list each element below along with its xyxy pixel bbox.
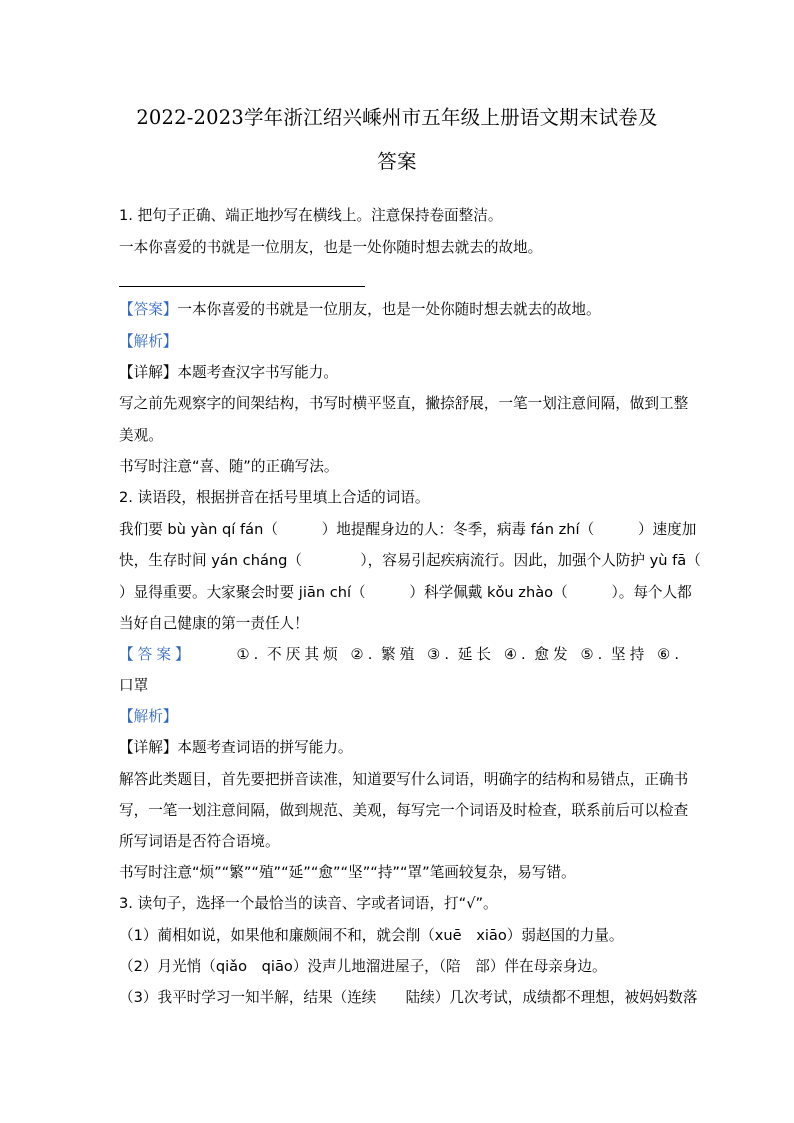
q1-para1-line2: 美观。: [119, 427, 163, 444]
q1-analysis-label: 【解析】: [119, 333, 178, 350]
answer-item: ②. 繁殖: [350, 646, 419, 663]
detail-text: 本题考查汉字书写能力。: [177, 364, 338, 381]
answer-label: 【答案】: [119, 301, 178, 318]
answer-line: [119, 286, 365, 287]
q1-para2: 书写时注意“喜、随”的正确写法。: [119, 458, 339, 475]
q2-detail: [119, 732, 679, 764]
q2-answer-tail: 口罩: [119, 677, 149, 694]
q3-item-2: （2）月光悄（qiǎo qiāo）没声儿地溜进屋子，（陪 部）伴在母亲身边。: [119, 958, 607, 975]
q3-question: 3. 读句子，选择一个最恰当的读音、字或者词语，打“√”。: [119, 895, 498, 912]
q2-answer: [119, 639, 679, 671]
answer-item: ①. 不厌其烦: [236, 646, 342, 663]
q2-passage-line1: 我们要 bù yàn qí fán（ ）地提醒身边的人：冬季，病毒 fán zhí（ ）速度加: [119, 521, 697, 538]
q2-para1-line2: 写，一笔一划注意间隔，做到规范、美观，每写完一个词语及时检查，联系前后可以检查: [119, 802, 689, 819]
q1-sentence: 一本你喜爱的书就是一位朋友，也是一处你随时想去就去的故地。: [119, 239, 543, 256]
q2-passage-line2: 快，生存时间 yán cháng（ ），容易引起疾病流行。因此，加强个人防护 yù fā（: [119, 552, 701, 569]
q1-para1-line1: 写之前先观察字的间架结构，书写时横平竖直，撇捺舒展，一笔一划注意间隔，做到工整: [119, 395, 689, 412]
answer-label: 【答案】: [119, 646, 194, 663]
answer-item: ③. 延长: [427, 646, 496, 663]
q1-answer: [119, 294, 679, 326]
detail-text: 本题考查词语的拼写能力。: [177, 739, 353, 756]
answer-item: ④. 愈发: [503, 646, 572, 663]
q2-para1-line1: 解答此类题目，首先要把拼音读准，知道要写什么词语，明确字的结构和易错点，正确书: [119, 771, 689, 788]
q2-para1-line3: 所写词语是否符合语境。: [119, 833, 280, 850]
title-line-2: 答案: [377, 150, 417, 173]
q2-analysis-label: 【解析】: [119, 708, 178, 725]
answer-text: 一本你喜爱的书就是一位朋友，也是一处你随时想去就去的故地。: [177, 301, 601, 318]
document-title: [100, 96, 694, 184]
q1-question: 1. 把句子正确、端正地抄写在横线上。注意保持卷面整洁。: [119, 207, 503, 224]
q2-question: 2. 读语段，根据拼音在括号里填上合适的词语。: [119, 489, 430, 506]
title-line-1: 2022-2023学年浙江绍兴嵊州市五年级上册语文期末试卷及: [136, 106, 658, 129]
q1-detail: [119, 357, 679, 389]
q3-item-3: （3）我平时学习一知半解，结果（连续 陆续）几次考试，成绩都不理想，被妈妈数落: [119, 989, 698, 1006]
detail-label: 【详解】: [119, 364, 178, 381]
q3-item-1: （1）蔺相如说，如果他和廉颇闹不和，就会削（xuē xiāo）弱赵国的力量。: [119, 927, 624, 944]
q2-para2: 书写时注意“烦”“繁”“殖”“延”“愈”“坚”“持”“罩”笔画较复杂，易写错。: [119, 864, 576, 881]
detail-label: 【详解】: [119, 739, 178, 756]
q2-passage-line3: ）显得重要。大家聚会时要 jiān chí（ ）科学佩戴 kǒu zhào（ ）。每个人都: [119, 584, 692, 601]
answer-item: ⑤. 坚持: [580, 646, 649, 663]
answer-item: ⑥.: [657, 646, 679, 663]
q2-passage-line4: 当好自己健康的第一责任人！: [119, 615, 309, 632]
